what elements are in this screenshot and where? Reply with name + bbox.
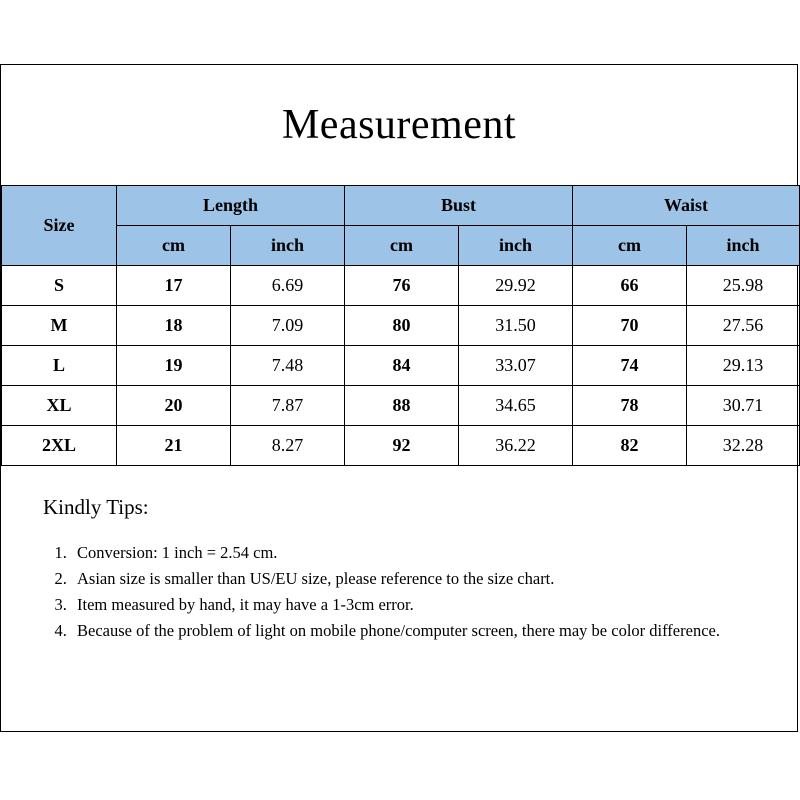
inch-value-cell: 33.07	[459, 346, 573, 386]
inch-value-cell: 29.13	[687, 346, 800, 386]
size-label-cell: L	[2, 346, 117, 386]
size-table	[1, 185, 800, 466]
tips-list	[43, 540, 763, 644]
cm-value-cell: 76	[345, 266, 459, 306]
unit-header: cm	[345, 226, 459, 266]
inch-value-cell: 7.87	[231, 386, 345, 426]
waist-group-header: Waist	[573, 186, 800, 226]
cm-value-cell: 20	[117, 386, 231, 426]
table-header-row-groups	[2, 186, 800, 226]
table-header-row-units	[2, 226, 800, 266]
cm-value-cell: 17	[117, 266, 231, 306]
inch-value-cell: 8.27	[231, 426, 345, 466]
inch-value-cell: 32.28	[687, 426, 800, 466]
inch-value-cell: 34.65	[459, 386, 573, 426]
cm-value-cell: 74	[573, 346, 687, 386]
table-row	[2, 266, 800, 306]
inch-value-cell: 7.48	[231, 346, 345, 386]
unit-header: inch	[231, 226, 345, 266]
unit-header: cm	[117, 226, 231, 266]
page-title: Measurement	[281, 102, 517, 148]
inch-value-cell: 25.98	[687, 266, 800, 306]
cm-value-cell: 88	[345, 386, 459, 426]
cm-value-cell: 82	[573, 426, 687, 466]
tip-item: 1. Conversion: 1 inch = 2.54 cm.	[71, 540, 763, 566]
length-group-header: Length	[117, 186, 345, 226]
tip-item: 3. Item measured by hand, it may have a 1-3cm error.	[71, 592, 763, 618]
table-row	[2, 426, 800, 466]
cm-value-cell: 78	[573, 386, 687, 426]
size-label-cell: XL	[2, 386, 117, 426]
inch-value-cell: 27.56	[687, 306, 800, 346]
cm-value-cell: 92	[345, 426, 459, 466]
cm-value-cell: 19	[117, 346, 231, 386]
tips-title: Kindly Tips:	[43, 495, 149, 519]
tip-item: 4. Because of the problem of light on mobile phone/computer screen, there may be color difference.	[71, 618, 763, 644]
size-label-cell: S	[2, 266, 117, 306]
inch-value-cell: 30.71	[687, 386, 800, 426]
size-label-cell: 2XL	[2, 426, 117, 466]
cm-value-cell: 66	[573, 266, 687, 306]
inch-value-cell: 6.69	[231, 266, 345, 306]
table-row	[2, 346, 800, 386]
inch-value-cell: 36.22	[459, 426, 573, 466]
unit-header: inch	[459, 226, 573, 266]
size-column-header: Size	[2, 186, 117, 266]
cm-value-cell: 18	[117, 306, 231, 346]
table-row	[2, 386, 800, 426]
inch-value-cell: 31.50	[459, 306, 573, 346]
size-chart-frame	[0, 64, 798, 732]
inch-value-cell: 29.92	[459, 266, 573, 306]
table-row	[2, 306, 800, 346]
tip-item: 2. Asian size is smaller than US/EU size, please reference to the size chart.	[71, 566, 763, 592]
kindly-tips	[43, 495, 763, 644]
unit-header: cm	[573, 226, 687, 266]
inch-value-cell: 7.09	[231, 306, 345, 346]
cm-value-cell: 84	[345, 346, 459, 386]
bust-group-header: Bust	[345, 186, 573, 226]
cm-value-cell: 80	[345, 306, 459, 346]
unit-header: inch	[687, 226, 800, 266]
cm-value-cell: 21	[117, 426, 231, 466]
cm-value-cell: 70	[573, 306, 687, 346]
size-label-cell: M	[2, 306, 117, 346]
